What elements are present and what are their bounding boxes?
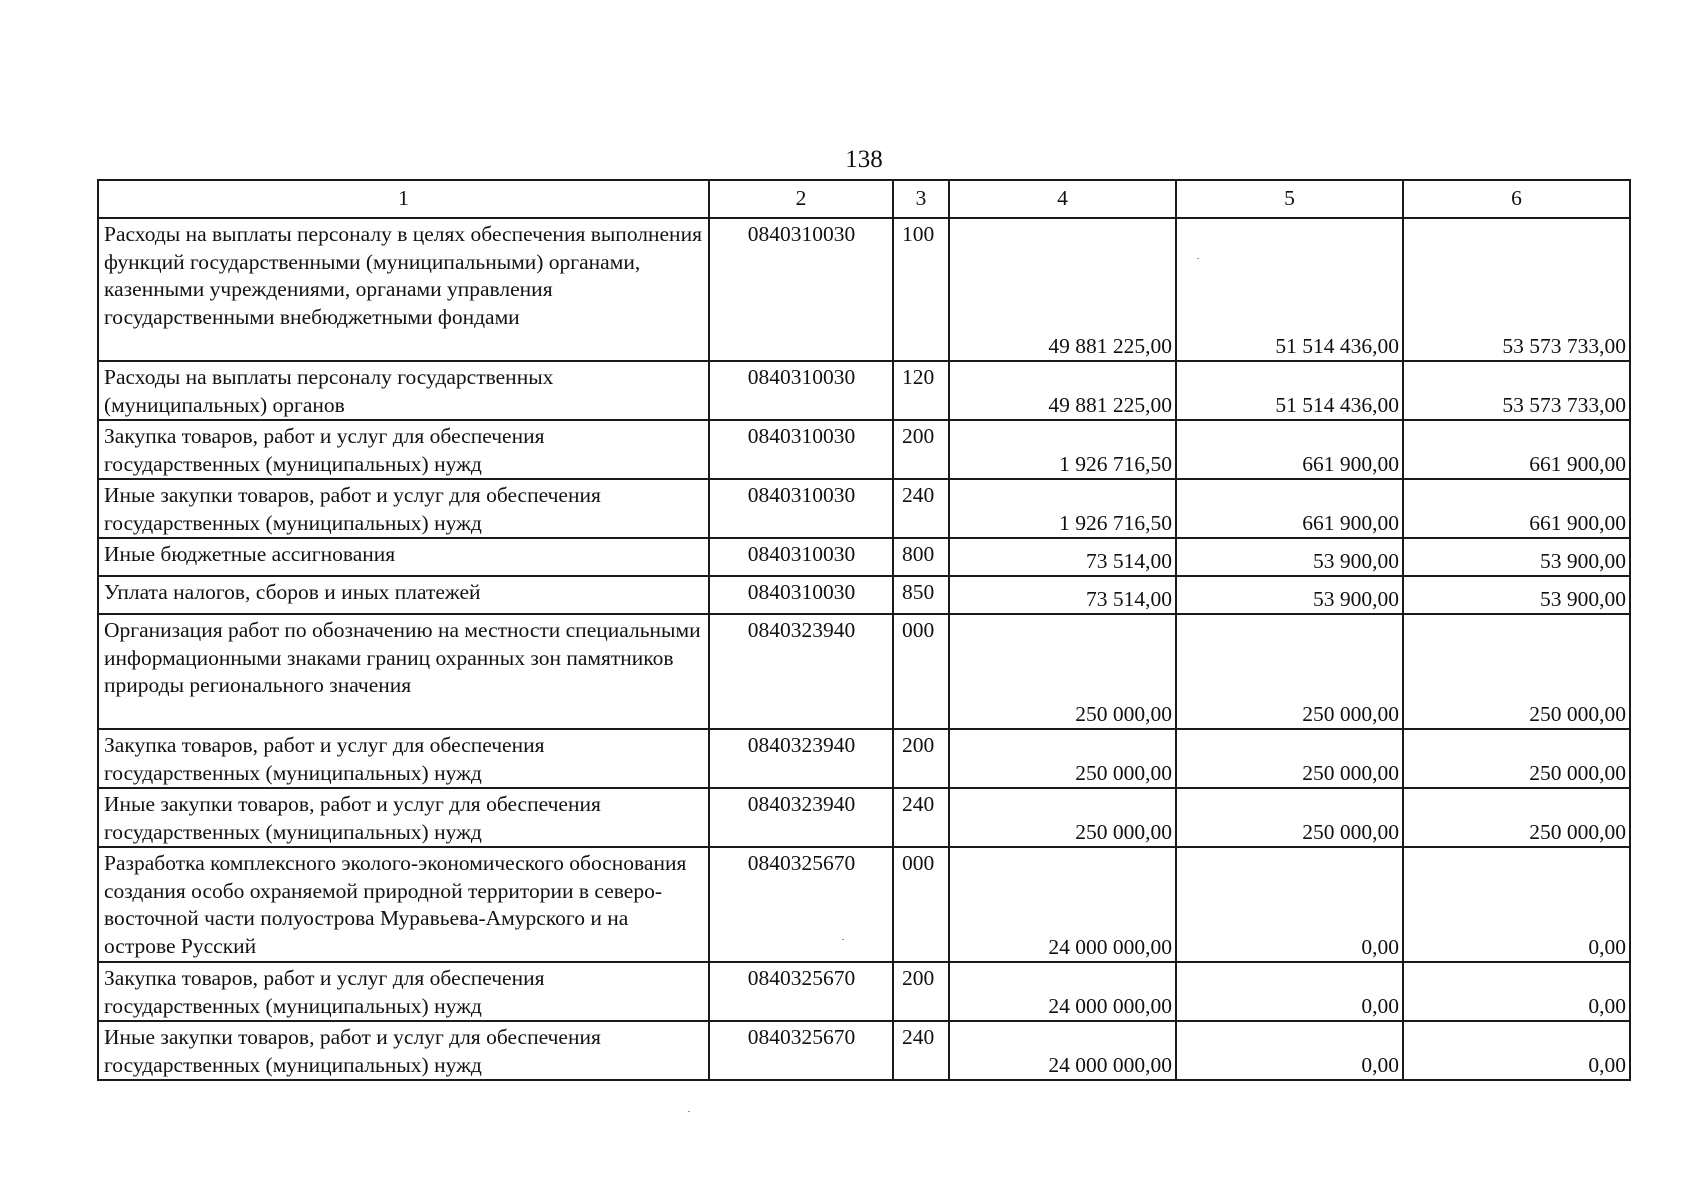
budget-table bbox=[97, 179, 1631, 1081]
row-expense-type: 240 bbox=[893, 479, 949, 538]
row-code: 0840323940 bbox=[709, 614, 893, 729]
row-expense-type: 100 bbox=[893, 218, 949, 361]
row-amount-col5: 53 900,00 bbox=[1176, 538, 1403, 576]
row-expense-type: 240 bbox=[893, 788, 949, 847]
row-code: 0840323940 bbox=[709, 788, 893, 847]
scan-speck bbox=[842, 939, 844, 940]
row-name: Закупка товаров, работ и услуг для обеспечения государственных (муниципальных) нужд bbox=[98, 420, 709, 479]
row-amount-col6: 661 900,00 bbox=[1403, 420, 1630, 479]
row-amount-col4: 49 881 225,00 bbox=[949, 361, 1176, 420]
row-amount-col4: 49 881 225,00 bbox=[949, 218, 1176, 361]
row-name: Иные закупки товаров, работ и услуг для обеспечения государственных (муниципальных) нужд bbox=[98, 1021, 709, 1080]
page-number: 138 bbox=[845, 146, 883, 173]
row-code: 0840310030 bbox=[709, 218, 893, 361]
row-name: Иные закупки товаров, работ и услуг для обеспечения государственных (муниципальных) нужд bbox=[98, 479, 709, 538]
table-row bbox=[98, 361, 1630, 420]
table-row bbox=[98, 576, 1630, 614]
row-amount-col6: 0,00 bbox=[1403, 847, 1630, 962]
table-header-row bbox=[98, 180, 1630, 218]
column-header-3: 3 bbox=[893, 180, 949, 218]
table-row bbox=[98, 218, 1630, 361]
row-name: Иные бюджетные ассигнования bbox=[98, 538, 709, 576]
row-name: Организация работ по обозначению на местности специальными информационными знаками границ охранных зон памятников природы регионального значения bbox=[98, 614, 709, 729]
row-amount-col5: 250 000,00 bbox=[1176, 729, 1403, 788]
row-amount-col5: 0,00 bbox=[1176, 1021, 1403, 1080]
row-amount-col4: 24 000 000,00 bbox=[949, 847, 1176, 962]
row-expense-type: 120 bbox=[893, 361, 949, 420]
row-amount-col4: 250 000,00 bbox=[949, 729, 1176, 788]
table-row bbox=[98, 788, 1630, 847]
table-row bbox=[98, 962, 1630, 1021]
row-code: 0840310030 bbox=[709, 479, 893, 538]
row-name: Уплата налогов, сборов и иных платежей bbox=[98, 576, 709, 614]
row-expense-type: 000 bbox=[893, 847, 949, 962]
row-amount-col6: 661 900,00 bbox=[1403, 479, 1630, 538]
row-amount-col4: 1 926 716,50 bbox=[949, 479, 1176, 538]
row-amount-col6: 250 000,00 bbox=[1403, 614, 1630, 729]
row-code: 0840310030 bbox=[709, 361, 893, 420]
row-amount-col6: 250 000,00 bbox=[1403, 729, 1630, 788]
row-expense-type: 200 bbox=[893, 729, 949, 788]
row-expense-type: 200 bbox=[893, 962, 949, 1021]
row-amount-col5: 51 514 436,00 bbox=[1176, 361, 1403, 420]
table-row bbox=[98, 847, 1630, 962]
row-code: 0840325670 bbox=[709, 847, 893, 962]
column-header-5: 5 bbox=[1176, 180, 1403, 218]
row-amount-col5: 250 000,00 bbox=[1176, 788, 1403, 847]
row-amount-col6: 53 573 733,00 bbox=[1403, 361, 1630, 420]
row-amount-col5: 661 900,00 bbox=[1176, 420, 1403, 479]
row-amount-col4: 73 514,00 bbox=[949, 538, 1176, 576]
row-amount-col5: 51 514 436,00 bbox=[1176, 218, 1403, 361]
row-expense-type: 800 bbox=[893, 538, 949, 576]
row-code: 0840310030 bbox=[709, 420, 893, 479]
table-row bbox=[98, 614, 1630, 729]
column-header-6: 6 bbox=[1403, 180, 1630, 218]
table-row bbox=[98, 420, 1630, 479]
row-name: Закупка товаров, работ и услуг для обеспечения государственных (муниципальных) нужд bbox=[98, 729, 709, 788]
row-amount-col4: 250 000,00 bbox=[949, 614, 1176, 729]
row-code: 0840310030 bbox=[709, 538, 893, 576]
row-amount-col4: 250 000,00 bbox=[949, 788, 1176, 847]
row-amount-col5: 0,00 bbox=[1176, 847, 1403, 962]
row-amount-col6: 0,00 bbox=[1403, 1021, 1630, 1080]
row-expense-type: 000 bbox=[893, 614, 949, 729]
row-amount-col5: 53 900,00 bbox=[1176, 576, 1403, 614]
row-amount-col6: 0,00 bbox=[1403, 962, 1630, 1021]
row-code: 0840325670 bbox=[709, 1021, 893, 1080]
table-row bbox=[98, 538, 1630, 576]
row-amount-col4: 1 926 716,50 bbox=[949, 420, 1176, 479]
row-expense-type: 200 bbox=[893, 420, 949, 479]
row-amount-col6: 250 000,00 bbox=[1403, 788, 1630, 847]
row-expense-type: 850 bbox=[893, 576, 949, 614]
row-amount-col4: 24 000 000,00 bbox=[949, 962, 1176, 1021]
row-name: Расходы на выплаты персоналу в целях обеспечения выполнения функций государственными (муниципальными) органами, казенными учреждениями, органами управления государственными внебюджетными фондами bbox=[98, 218, 709, 361]
row-amount-col4: 73 514,00 bbox=[949, 576, 1176, 614]
row-amount-col5: 0,00 bbox=[1176, 962, 1403, 1021]
column-header-4: 4 bbox=[949, 180, 1176, 218]
row-amount-col5: 661 900,00 bbox=[1176, 479, 1403, 538]
row-amount-col5: 250 000,00 bbox=[1176, 614, 1403, 729]
row-amount-col6: 53 573 733,00 bbox=[1403, 218, 1630, 361]
table-row bbox=[98, 729, 1630, 788]
row-expense-type: 240 bbox=[893, 1021, 949, 1080]
row-name: Расходы на выплаты персоналу государственных (муниципальных) органов bbox=[98, 361, 709, 420]
row-amount-col6: 53 900,00 bbox=[1403, 538, 1630, 576]
row-code: 0840323940 bbox=[709, 729, 893, 788]
row-name: Разработка комплексного эколого-экономического обоснования создания особо охраняемой природной территории в северо-восточной части полуострова Муравьева-Амурского и на острове Русский bbox=[98, 847, 709, 962]
table-row bbox=[98, 1021, 1630, 1080]
table-row bbox=[98, 479, 1630, 538]
column-header-2: 2 bbox=[709, 180, 893, 218]
row-code: 0840325670 bbox=[709, 962, 893, 1021]
column-header-1: 1 bbox=[98, 180, 709, 218]
scan-speck bbox=[688, 1111, 690, 1112]
row-code: 0840310030 bbox=[709, 576, 893, 614]
row-name: Иные закупки товаров, работ и услуг для обеспечения государственных (муниципальных) нужд bbox=[98, 788, 709, 847]
row-amount-col6: 53 900,00 bbox=[1403, 576, 1630, 614]
scan-speck bbox=[1197, 258, 1199, 259]
row-name: Закупка товаров, работ и услуг для обеспечения государственных (муниципальных) нужд bbox=[98, 962, 709, 1021]
row-amount-col4: 24 000 000,00 bbox=[949, 1021, 1176, 1080]
